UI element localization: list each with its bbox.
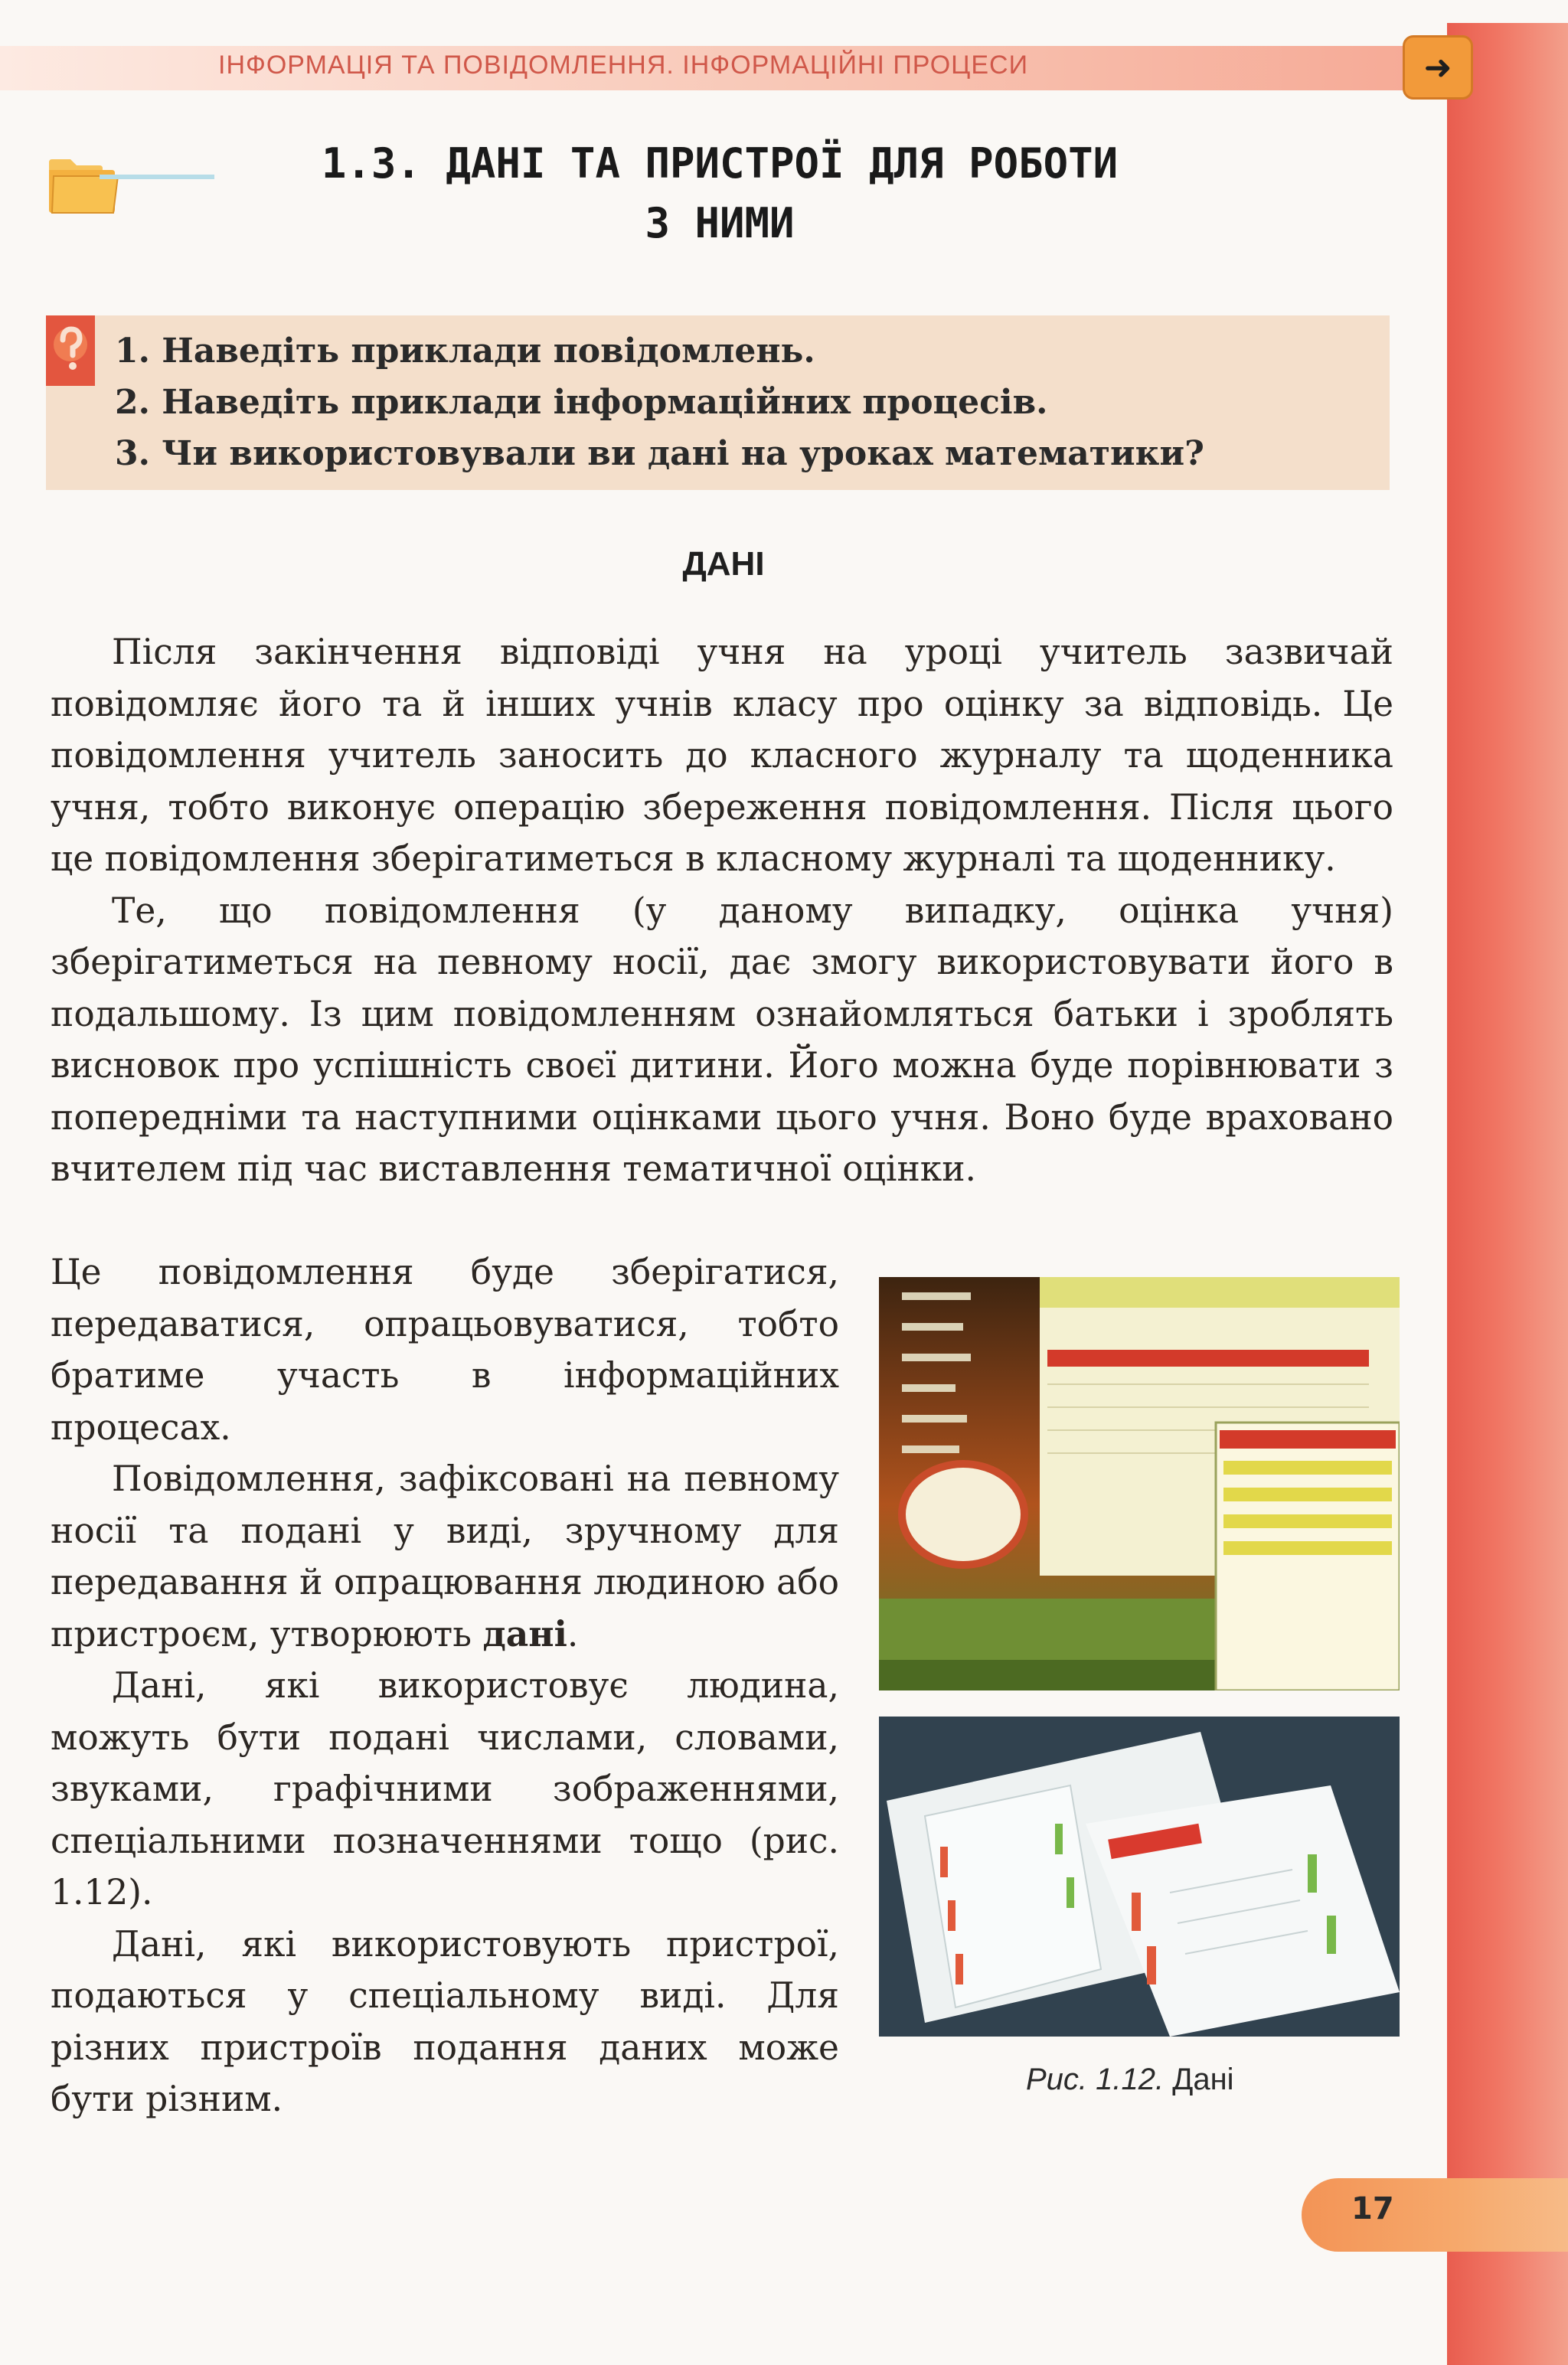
question-list [115,325,1204,479]
paragraph: Це повідомлення буде зберігатися, передаватися, опрацьовуватися, тобто братиме участь в інформаційних процесах. [51,1252,839,1448]
folder-icon [46,153,119,214]
defined-term: дані [482,1612,567,1655]
question-item: 1. Наведіть приклади повідомлень. [115,332,815,371]
running-header: ІНФОРМАЦІЯ ТА ПОВІДОМЛЕННЯ. ІНФОРМАЦІЙНІ ПРОЦЕСИ [218,51,1029,80]
side-text-block [51,1246,839,2125]
definition-text: Повідомлення, зафіксовані на певному носії та подані у виді, зручному для передавання й опрацювання людиною або пристроєм, утворюють [51,1459,839,1655]
electronic-journal-image [879,1277,1400,1690]
paragraph: Дані, які використовують пристрої, подаються у спеціальному виді. Для різних пристроїв подання даних може бути різним. [51,1923,839,2119]
question-item: 3. Чи використовували ви дані на уроках математики? [115,434,1204,473]
subsection-title: ДАНІ [682,545,765,583]
right-margin-band [1447,23,1568,2365]
paragraph: Після закінчення відповіді учня на уроці учитель зазвичай повідомляє його та й інших учнів класу про оцінку за відповідь. Це повідомлення учитель заносить до класного журналу та щоденника учня, тобто виконує операцію збереження повідомлення. Після цього це повідомлення зберігатиметься в класному журналі та щоденнику. [51,632,1393,879]
section-title [168,134,1271,253]
section-title-line1: 1.3. ДАНІ ТА ПРИСТРОЇ ДЛЯ РОБОТИ [321,139,1119,188]
figure-caption [1026,2063,1234,2097]
page-number-tab [1302,2178,1568,2252]
question-item: 2. Наведіть приклади інформаційних процесів. [115,383,1048,422]
school-diary-image [879,1717,1400,2037]
paragraph: Те, що повідомлення (у даному випадку, оцінка учня) зберігатиметься на певному носії, дає змогу використовувати його в подальшому. Із цим повідомленням ознайомляться батьки і зроблять висновок про успішність своєї дитини. Його можна буде порівнювати з попередніми та наступними оцінками цього учня. Воно буде враховано вчителем під час виставлення тематичної оцінки. [51,890,1393,1189]
next-arrow-icon[interactable]: ➜ [1403,35,1473,100]
section-title-line2: З НИМИ [645,199,795,247]
page-number: 17 [1351,2191,1394,2226]
paragraph: Дані, які використовує людина, можуть бути подані числами, словами, звуками, графічними зображеннями, спеціальними позначеннями тощо (рис. 1.12). [51,1665,839,1913]
figure-caption-text: Дані [1164,2063,1234,2096]
figure-label: Рис. 1.12. [1026,2063,1165,2096]
question-icon [46,315,95,386]
paragraph-data-definition [51,1453,839,1660]
definition-end: . [567,1613,579,1655]
main-text-block [51,626,1393,1195]
